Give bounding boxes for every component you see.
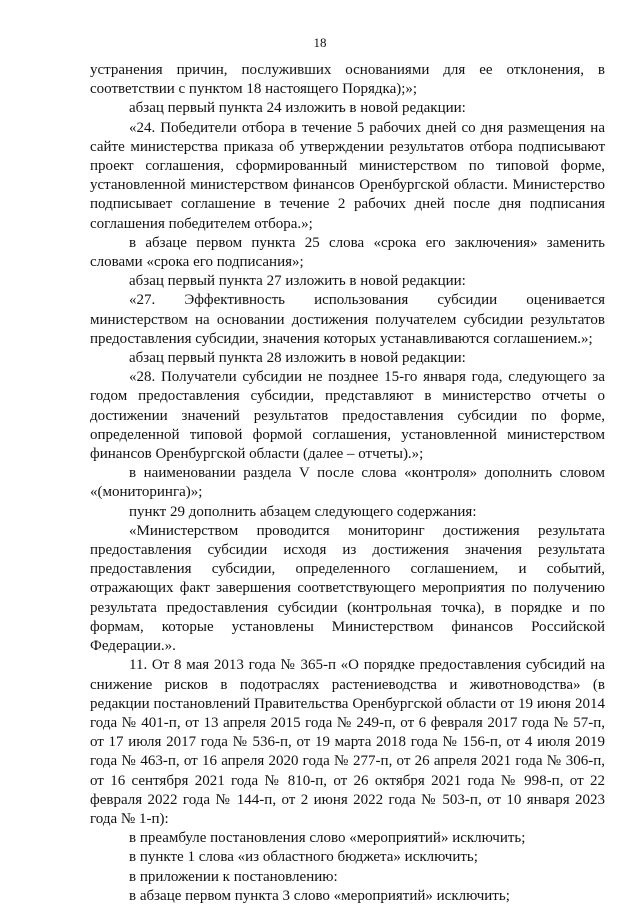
paragraph: 11. От 8 мая 2013 года № 365-п «О порядке предоставления субсидий на снижение рисков в подотраслях растениеводства и животноводства» (в редакции постановлений Правительства Оренбургской области от 19 июня 2014 года № 401-п, от 13 апреля 2015 года № 249-п, от 6 февраля 2017 года № 57-п, от 17 июля 2017 года № 536-п, от 19 марта 2018 года № 156-п, от 4 июля 2019 года № 463-п, от 16 апреля 2020 года № 277-п, от 26 апреля 2021 года № 306-п, от 16 сентября 2021 года № 810-п, от 26 октября 2021 года № 998-п, от 22 февраля 2022 года № 144-п, от 2 июня 2022 года № 503-п, от 10 января 2023 года № 1-п): [90, 657, 605, 827]
paragraph: в абзаце первом пункта 25 слова «срока его заключения» заменить словами «срока его подписания»; [90, 234, 605, 271]
document-body [90, 61, 605, 906]
paragraph: в приложении к постановлению: [129, 868, 338, 885]
paragraph: «28. Получатели субсидии не позднее 15-го января года, следующего за годом предоставления субсидии, представляют в министерство отчеты о достижении значений результатов предоставления субсидии по форме, определенной типовой формой соглашения, установленной министерством финансов Оренбургской области (далее – отчеты).»; [90, 369, 605, 463]
paragraph: устранения причин, послуживших основаниями для ее отклонения, в соответствии с пунктом 18 настоящего Порядка);»; [90, 62, 605, 98]
paragraph: в наименовании раздела V после слова «контроля» дополнить словом «(мониторинга)»; [90, 465, 605, 501]
paragraph: абзац первый пункта 24 изложить в новой редакции: [129, 100, 466, 117]
paragraph: в пункте 1 слова «из областного бюджета» исключить; [129, 849, 478, 866]
paragraph: «Министерством проводится мониторинг достижения результата предоставления субсидии исходя из достижения значения результата предоставления субсидии, определенного соглашением, и событий, отражающих факт завершения соответствующего мероприятия по получению результата предоставления субсидии (контрольная точка), в порядке и по формам, которые установлены Министерством финансов Российской Федерации.». [90, 522, 605, 655]
paragraph: «27. Эффективность использования субсидии оценивается министерством на основании достижения получателем субсидии результатов предоставления субсидии, значения которых устанавливаются соглашением.»; [90, 292, 605, 347]
paragraph: абзац первый пункта 27 изложить в новой редакции: [129, 273, 466, 290]
paragraph: «24. Победители отбора в течение 5 рабочих дней со дня размещения на сайте министерства приказа об утверждении результатов отбора подписывают проект соглашения, сформированный министерством по типовой форме, установленной министерством финансов Оренбургской области. Министерство подписывает соглашение в течение 2 рабочих дней после дня подписания соглашения победителем отбора.»; [90, 119, 605, 232]
paragraph: абзац первый пункта 28 изложить в новой редакции: [129, 350, 466, 367]
paragraph: пункт 29 дополнить абзацем следующего содержания: [129, 503, 477, 520]
paragraph: в преамбуле постановления слово «мероприятий» исключить; [129, 830, 526, 847]
page-number: 18 [313, 35, 327, 50]
paragraph: в абзаце первом пункта 3 слово «мероприятий» исключить; [129, 887, 510, 904]
